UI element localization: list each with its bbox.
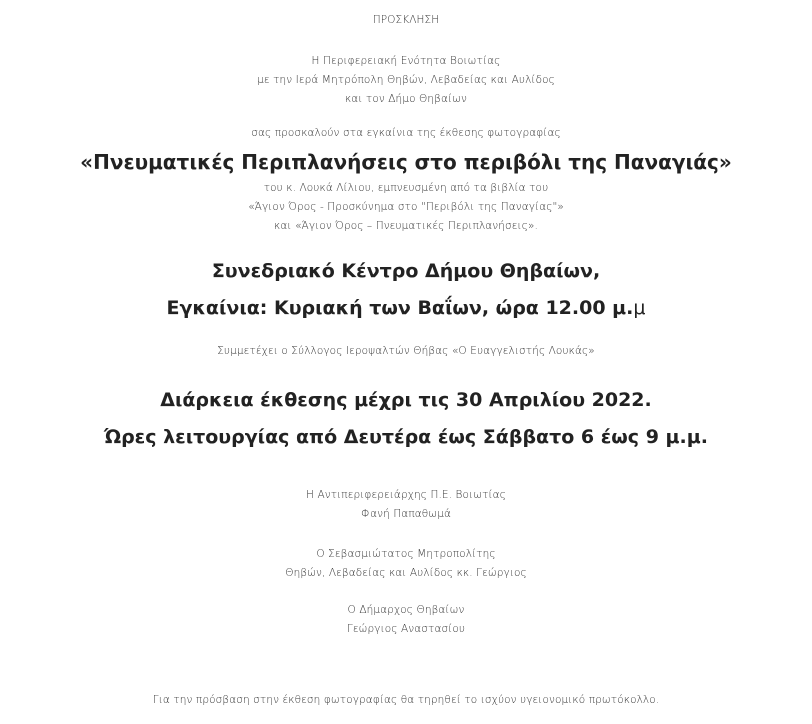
participation-line: Συμμετέχει ο Σύλλογος Ιεροψαλτών Θήβας «Ο Ευαγγελιστής Λουκάς» [217, 345, 595, 357]
invite-line: σας προσκαλούν στα εγκαίνια της έκθεσης φωτογραφίας [251, 127, 561, 139]
host-line-1: Η Περιφερειακή Ενότητα Βοιωτίας [311, 55, 501, 67]
footer-note: Για την πρόσβαση στην έκθεση φωτογραφίας θα τηρηθεί το ισχύον υγειονομικό πρωτόκολλο. [152, 694, 660, 706]
invitation-heading: ΠΡΟΣΚΛΗΣΗ [372, 14, 440, 26]
venue-line: Συνεδριακό Κέντρο Δήμου Θηβαίων, [211, 260, 601, 282]
author-line-3: και «Άγιον Όρος – Πνευματικές Περιπλανήσεις». [274, 220, 538, 232]
signatory-2-name: Θηβών, Λεβαδείας και Αυλίδος κκ. Γεώργιος [285, 567, 527, 579]
signatory-1-name: Φανή Παπαθωμά [361, 508, 451, 520]
author-line-2: «Άγιον Όρος - Προσκύνημα στο "Περιβόλι της Παναγίας"» [248, 201, 564, 213]
opening-suffix: μ [633, 297, 646, 319]
hours-line: Ώρες λειτουργίας από Δευτέρα έως Σάββατο 6 έως 9 μ.μ. [104, 426, 708, 448]
host-line-3: και τον Δήμο Θηβαίων [344, 93, 468, 105]
signatory-3-role: Ο Δήμαρχος Θηβαίων [347, 604, 465, 616]
opening-line [0, 297, 812, 319]
host-line-2: με την Ιερά Μητρόπολη Θηβών, Λεβαδείας και Αυλίδος [257, 74, 555, 86]
opening-text: Εγκαίνια: Κυριακή των Βαΐων, ώρα 12.00 μ. [166, 297, 634, 319]
signatory-1-role: Η Αντιπεριφερειάρχης Π.Ε. Βοιωτίας [306, 489, 506, 501]
signatory-3-name: Γεώργιος Αναστασίου [346, 623, 466, 635]
exhibition-title: «Πνευματικές Περιπλανήσεις στο περιβόλι της Παναγιάς» [80, 150, 732, 174]
author-line-1: του κ. Λουκά Λίλιου, εμπνευσμένη από τα βιβλία του [263, 182, 549, 194]
duration-line: Διάρκεια έκθεσης μέχρι τις 30 Απριλίου 2022. [160, 389, 652, 411]
signatory-2-role: Ο Σεβασμιώτατος Μητροπολίτης [316, 548, 496, 560]
